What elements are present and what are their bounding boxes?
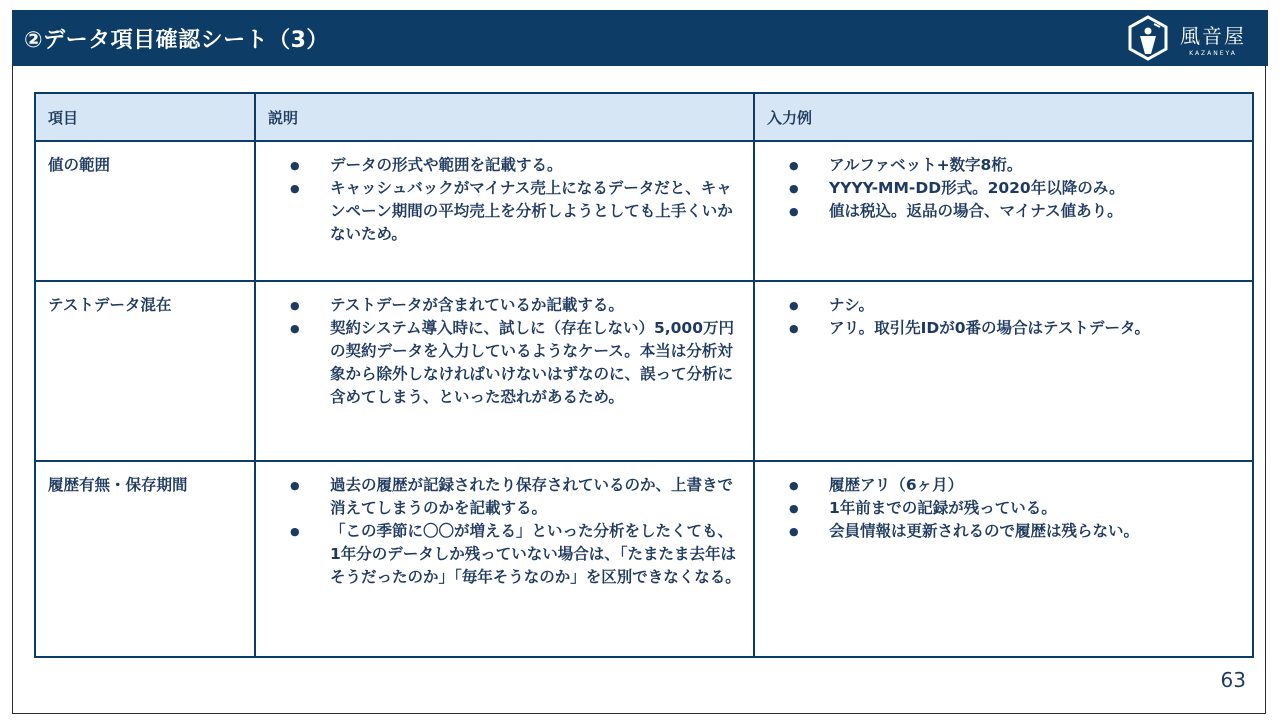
list-item: ● 履歴アリ（6ヶ月）	[767, 474, 1240, 497]
slide-header	[12, 10, 1268, 66]
description-cell	[255, 141, 754, 281]
page-number: 63	[1220, 668, 1246, 692]
slide-title: ②データ項目確認シート（3）	[24, 27, 329, 53]
list-item: ● 過去の履歴が記録されたり保存されているのか、上書きで消えてしまうのかを記載する。	[268, 474, 741, 520]
list-item: ● 「この季節に〇〇が増える」といった分析をしたくても、1年分のデータしか残っていない場合は、「たまたま去年はそうだったのか」「毎年そうなのか」を区別できなくなる。	[268, 520, 741, 589]
item-cell: テストデータ混在	[35, 281, 255, 461]
list-item: ● YYYY-MM-DD形式。2020年以降のみ。	[767, 177, 1240, 200]
data-item-table	[34, 92, 1254, 658]
list-item: ● テストデータが含まれているか記載する。	[268, 294, 741, 317]
list-item: ● ナシ。	[767, 294, 1240, 317]
list-item: ● キャッシュバックがマイナス売上になるデータだと、キャンペーン期間の平均売上を分析しようとしても上手くいかないため。	[268, 177, 741, 246]
list-item: ● データの形式や範囲を記載する。	[268, 154, 741, 177]
header-example: 入力例	[754, 93, 1253, 141]
example-cell	[754, 141, 1253, 281]
example-cell	[754, 281, 1253, 461]
list-item: ● 契約システム導入時に、試しに（存在しない）5,000万円の契約データを入力しているようなケース。本当は分析対象から除外しなければいけないはずなのに、誤って分析に含めてしまう、といった恐れがあるため。	[268, 317, 741, 409]
list-item: ● 値は税込。返品の場合、マイナス値あり。	[767, 200, 1240, 223]
description-cell	[255, 461, 754, 657]
logo-subtext: KAZANEYA	[1189, 49, 1237, 57]
item-cell: 値の範囲	[35, 141, 255, 281]
header-item: 項目	[35, 93, 255, 141]
table-header-row	[35, 93, 1253, 141]
company-logo	[1124, 14, 1246, 62]
logo-name: 風音屋	[1180, 23, 1246, 48]
list-item: ● アルファベット+数字8桁。	[767, 154, 1240, 177]
item-cell: 履歴有無・保存期間	[35, 461, 255, 657]
table-row	[35, 461, 1253, 657]
list-item: ● 1年前までの記録が残っている。	[767, 497, 1240, 520]
description-cell	[255, 281, 754, 461]
table-row	[35, 281, 1253, 461]
list-item: ● アリ。取引先IDが0番の場合はテストデータ。	[767, 317, 1240, 340]
table-row	[35, 141, 1253, 281]
example-cell	[754, 461, 1253, 657]
hexagon-logo-icon	[1124, 14, 1172, 62]
header-description: 説明	[255, 93, 754, 141]
list-item: ● 会員情報は更新されるので履歴は残らない。	[767, 520, 1240, 543]
